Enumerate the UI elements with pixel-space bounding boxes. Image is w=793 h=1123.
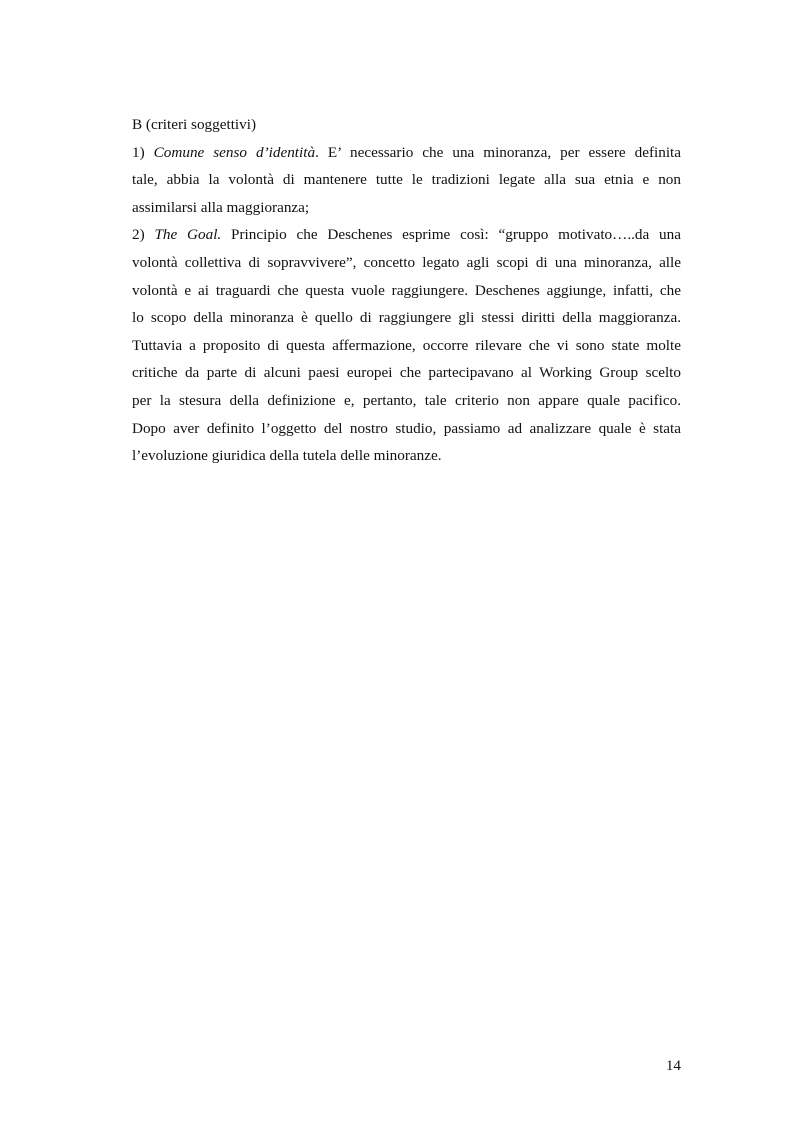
item-2-line: critiche da parte di alcuni paesi europei che partecipavano al Working Group scelto	[132, 364, 681, 382]
item-1-title: Comune senso d’identità	[153, 143, 316, 161]
section-heading: B (criteri soggettivi)	[132, 116, 256, 133]
body-text	[132, 111, 681, 470]
item-2-line: volontà e ai traguardi che questa vuole raggiungere. Deschenes aggiunge, infatti, che	[132, 281, 681, 299]
item-1-line-2: tale, abbia la volontà di mantenere tutte le tradizioni legate alla sua etnia e non	[132, 171, 681, 189]
item-2-line: lo scopo della minoranza è quello di raggiungere gli stessi diritti della maggioranza.	[132, 309, 681, 327]
item-1-line-3: assimilarsi alla maggioranza;	[132, 198, 310, 216]
item-2-line: per la stesura della definizione e, pertanto, tale criterio non appare quale pacifico.	[132, 391, 681, 409]
page-number: 14	[665, 1057, 681, 1074]
item-2-line-1-text: Principio che Deschenes esprime così: “gruppo motivato…..da una	[221, 226, 681, 244]
item-1-line-1-text: . E’ necessario che una minoranza, per essere definita	[315, 143, 682, 161]
item-2-line: l’evoluzione giuridica della tutela delle minoranze.	[132, 447, 442, 465]
item-1-line-1	[132, 139, 681, 167]
item-2-line-1	[132, 221, 681, 249]
item-1-number: 1)	[132, 143, 145, 161]
item-2-line: volontà collettiva di sopravvivere”, concetto legato agli scopi di una minoranza, alle	[132, 253, 681, 271]
item-2-title: The Goal.	[154, 226, 222, 244]
item-2-line: Tuttavia a proposito di questa affermazione, occorre rilevare che vi sono state molte	[132, 336, 681, 354]
item-2-line: Dopo aver definito l’oggetto del nostro studio, passiamo ad analizzare quale è stata	[132, 419, 681, 437]
item-2-number: 2)	[132, 226, 145, 244]
